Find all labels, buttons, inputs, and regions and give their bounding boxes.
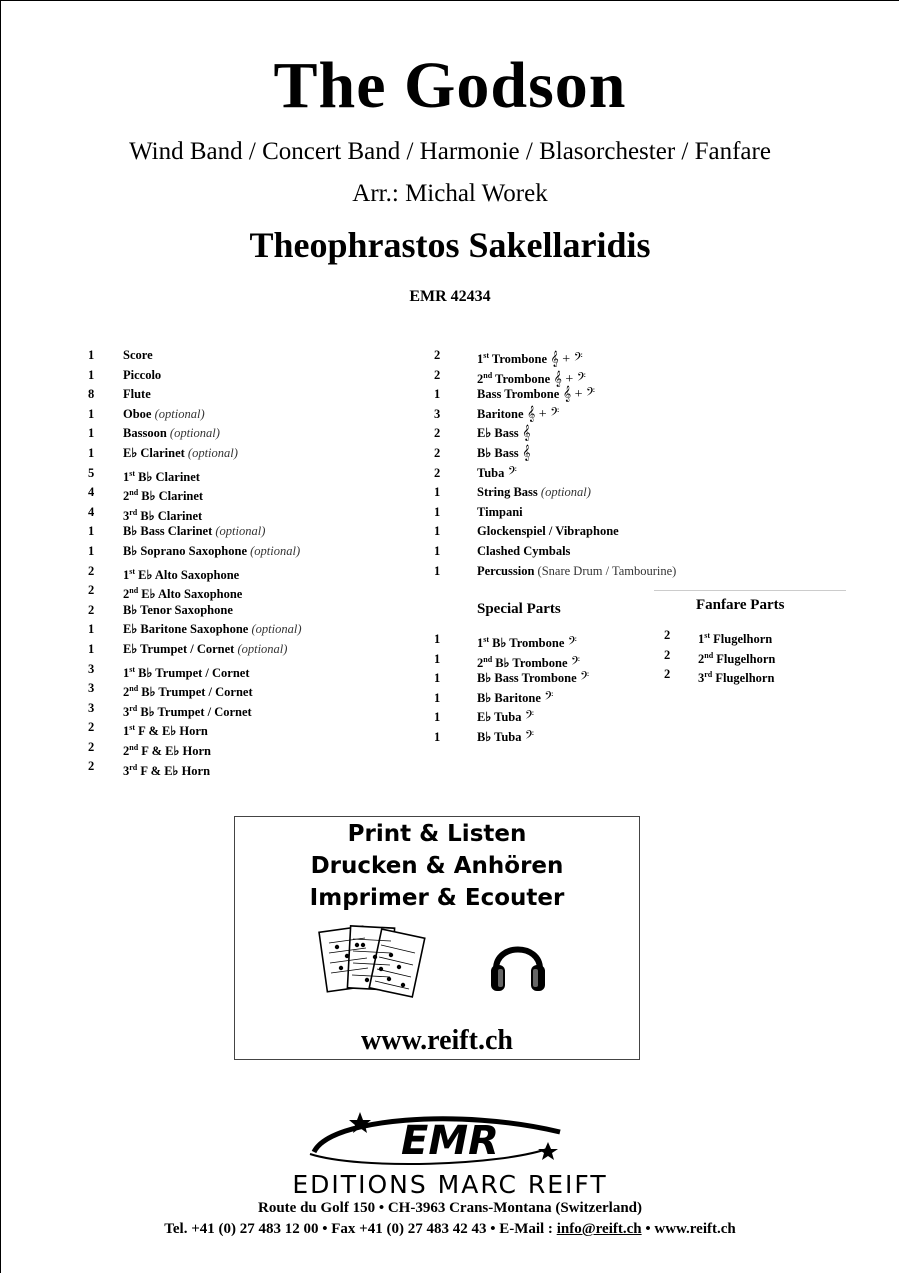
part-name: Score xyxy=(123,348,153,362)
special-parts-heading: Special Parts xyxy=(477,601,561,617)
part-quantity: 1 xyxy=(434,504,441,519)
part-quantity: 4 xyxy=(88,504,95,519)
email-link[interactable]: info@reift.ch xyxy=(556,1221,642,1237)
composer: Theophrastos Sakellaridis xyxy=(249,225,651,265)
clef-icon: 𝄢 xyxy=(521,729,534,745)
divider xyxy=(654,590,846,591)
part-quantity: 2 xyxy=(88,563,95,578)
part-quantity: 1 xyxy=(434,524,441,539)
part-quantity: 1 xyxy=(434,671,441,686)
part-name: 1st Trombone 𝄞 + 𝄢 xyxy=(477,351,583,368)
part-quantity: 1 xyxy=(434,632,441,646)
part-note: (optional) xyxy=(184,445,238,460)
part-name: 3rd F & E♭ Horn xyxy=(123,762,211,778)
part-quantity: 2 xyxy=(88,602,95,617)
part-note: (optional) xyxy=(247,543,301,558)
part-quantity: 1 xyxy=(88,348,95,362)
part-quantity: 8 xyxy=(88,387,95,402)
part-quantity: 2 xyxy=(434,367,441,382)
part-quantity: 2 xyxy=(434,465,441,480)
part-name: B♭ Soprano Saxophone (optional) xyxy=(123,543,301,558)
part-quantity: 2 xyxy=(88,720,95,735)
part-name: Clashed Cymbals xyxy=(477,543,571,558)
part-note: (optional) xyxy=(212,524,266,539)
part-name: B♭ Tuba 𝄢 xyxy=(477,729,534,745)
part-name: Flute xyxy=(123,387,151,402)
contact-phone-fax: Tel. +41 (0) 27 483 12 00 • Fax +41 (0) 27 483 42 43 • E-Mail : xyxy=(164,1221,557,1237)
part-quantity: 2 xyxy=(664,647,671,662)
print-listen-url[interactable]: www.reift.ch xyxy=(361,1025,513,1056)
part-quantity: 1 xyxy=(434,563,441,578)
part-name: 3rd B♭ Trumpet / Cornet xyxy=(123,703,252,719)
print-listen-en: Print & Listen xyxy=(347,821,527,847)
part-quantity: 1 xyxy=(434,651,441,666)
part-quantity: 1 xyxy=(88,524,95,539)
emr-logo xyxy=(300,1108,600,1172)
catalog-number: EMR 42434 xyxy=(409,288,491,305)
part-name: Bass Trombone 𝄞 + 𝄢 xyxy=(477,387,595,403)
part-note: (optional) xyxy=(166,426,220,441)
part-quantity: 1 xyxy=(434,690,441,705)
part-name: 2nd B♭ Trumpet / Cornet xyxy=(123,684,253,700)
part-quantity: 2 xyxy=(88,583,95,598)
part-quantity: 1 xyxy=(88,367,95,382)
part-note: (Snare Drum / Tambourine) xyxy=(534,563,677,578)
part-name: String Bass (optional) xyxy=(477,485,591,500)
part-quantity: 3 xyxy=(434,406,441,421)
part-quantity: 2 xyxy=(434,426,441,441)
part-name: E♭ Tuba 𝄢 xyxy=(477,710,534,726)
part-note: (optional) xyxy=(248,622,302,637)
part-name: 1st E♭ Alto Saxophone xyxy=(123,566,240,582)
arranger: Arr.: Michal Worek xyxy=(352,180,548,207)
headphones-icon xyxy=(488,929,548,999)
part-name: Baritone 𝄞 + 𝄢 xyxy=(477,406,560,422)
part-quantity: 2 xyxy=(88,759,95,774)
company-name: EDITIONS MARC REIFT xyxy=(292,1170,608,1199)
part-name: E♭ Clarinet (optional) xyxy=(123,445,238,460)
print-listen-fr: Imprimer & Ecouter xyxy=(309,885,565,911)
fanfare-parts-heading: Fanfare Parts xyxy=(696,597,785,613)
print-listen-box xyxy=(234,816,640,1060)
part-quantity: 2 xyxy=(434,445,441,460)
part-quantity: 1 xyxy=(434,387,441,402)
part-name: Piccolo xyxy=(123,367,162,382)
part-note: (optional) xyxy=(151,406,205,421)
clef-icon: 𝄢 xyxy=(540,690,554,706)
score-title: The Godson xyxy=(273,49,627,122)
part-name: 2nd B♭ Clarinet xyxy=(123,488,204,504)
part-name: 2nd Flugelhorn xyxy=(698,650,776,666)
part-quantity: 1 xyxy=(88,406,95,421)
part-name: 1st B♭ Trumpet / Cornet xyxy=(123,664,250,680)
part-quantity: 5 xyxy=(88,465,95,480)
part-name: B♭ Baritone 𝄢 xyxy=(477,690,554,706)
clef-icon: 𝄞 + 𝄢 xyxy=(550,371,586,387)
part-quantity: 1 xyxy=(88,445,95,460)
part-name: 1st Flugelhorn xyxy=(698,631,773,647)
part-quantity: 2 xyxy=(664,628,671,642)
part-name: B♭ Bass Clarinet (optional) xyxy=(123,524,266,539)
clef-icon: 𝄞 xyxy=(518,426,531,442)
part-name: Glockenspiel / Vibraphone xyxy=(477,524,619,539)
part-name: Timpani xyxy=(477,504,523,519)
part-quantity: 2 xyxy=(88,739,95,754)
part-quantity: 2 xyxy=(664,667,671,682)
part-quantity: 1 xyxy=(434,729,441,744)
part-name: E♭ Trumpet / Cornet (optional) xyxy=(123,641,288,656)
part-name: B♭ Bass Trombone 𝄢 xyxy=(477,671,590,687)
part-name: 1st B♭ Clarinet xyxy=(123,468,200,484)
clef-icon: 𝄞 + 𝄢 xyxy=(547,352,583,368)
part-name: 2nd F & E♭ Horn xyxy=(123,742,211,759)
part-name: Percussion (Snare Drum / Tambourine) xyxy=(477,563,677,578)
part-quantity: 1 xyxy=(434,710,441,725)
part-name: 1st F & E♭ Horn xyxy=(123,723,208,739)
clef-icon: 𝄢 xyxy=(567,655,581,671)
part-name: 2nd B♭ Trombone 𝄢 xyxy=(477,654,581,671)
part-quantity: 1 xyxy=(434,543,441,558)
part-name: 2nd E♭ Alto Saxophone xyxy=(123,586,243,602)
company-contact xyxy=(0,1221,900,1238)
part-name: B♭ Bass 𝄞 xyxy=(477,445,531,461)
part-quantity: 3 xyxy=(88,700,95,715)
clef-icon: 𝄞 + 𝄢 xyxy=(523,406,560,422)
part-quantity: 1 xyxy=(88,622,95,637)
part-quantity: 1 xyxy=(88,426,95,441)
company-address: Route du Golf 150 • CH-3963 Crans-Montana (Switzerland) xyxy=(258,1200,642,1216)
clef-icon: 𝄢 xyxy=(576,671,590,687)
sheet-music-icon xyxy=(317,923,429,1003)
part-name: E♭ Bass 𝄞 xyxy=(477,426,531,442)
part-quantity: 4 xyxy=(88,485,95,500)
part-quantity: 1 xyxy=(88,543,95,558)
part-name: B♭ Tenor Saxophone xyxy=(123,602,233,617)
part-name: 2nd Trombone 𝄞 + 𝄢 xyxy=(477,370,586,387)
part-quantity: 3 xyxy=(88,681,95,696)
part-note: (optional) xyxy=(537,485,591,500)
part-name: Bassoon (optional) xyxy=(123,426,220,441)
part-name: 1st B♭ Trombone 𝄢 xyxy=(477,635,577,652)
part-name: Tuba 𝄢 xyxy=(477,465,517,481)
part-name: 3rd Flugelhorn xyxy=(698,670,775,686)
contact-website: • www.reift.ch xyxy=(641,1221,736,1237)
part-quantity: 1 xyxy=(434,485,441,500)
clef-icon: 𝄢 xyxy=(521,710,534,726)
part-name: E♭ Baritone Saxophone (optional) xyxy=(123,622,302,637)
clef-icon: 𝄢 xyxy=(564,636,577,652)
clef-icon: 𝄞 xyxy=(518,445,531,461)
part-name: 3rd B♭ Clarinet xyxy=(123,507,203,523)
part-quantity: 2 xyxy=(434,348,441,362)
part-note: (optional) xyxy=(234,641,288,656)
part-quantity: 1 xyxy=(88,641,95,656)
emr-logo-text: EMR xyxy=(401,1118,499,1164)
ensemble-subtitle: Wind Band / Concert Band / Harmonie / Blasorchester / Fanfare xyxy=(129,138,771,165)
part-quantity: 3 xyxy=(88,661,95,676)
clef-icon: 𝄢 xyxy=(504,465,517,481)
part-name: Oboe (optional) xyxy=(123,406,205,421)
print-listen-de: Drucken & Anhören xyxy=(310,853,564,879)
clef-icon: 𝄞 + 𝄢 xyxy=(559,387,595,403)
